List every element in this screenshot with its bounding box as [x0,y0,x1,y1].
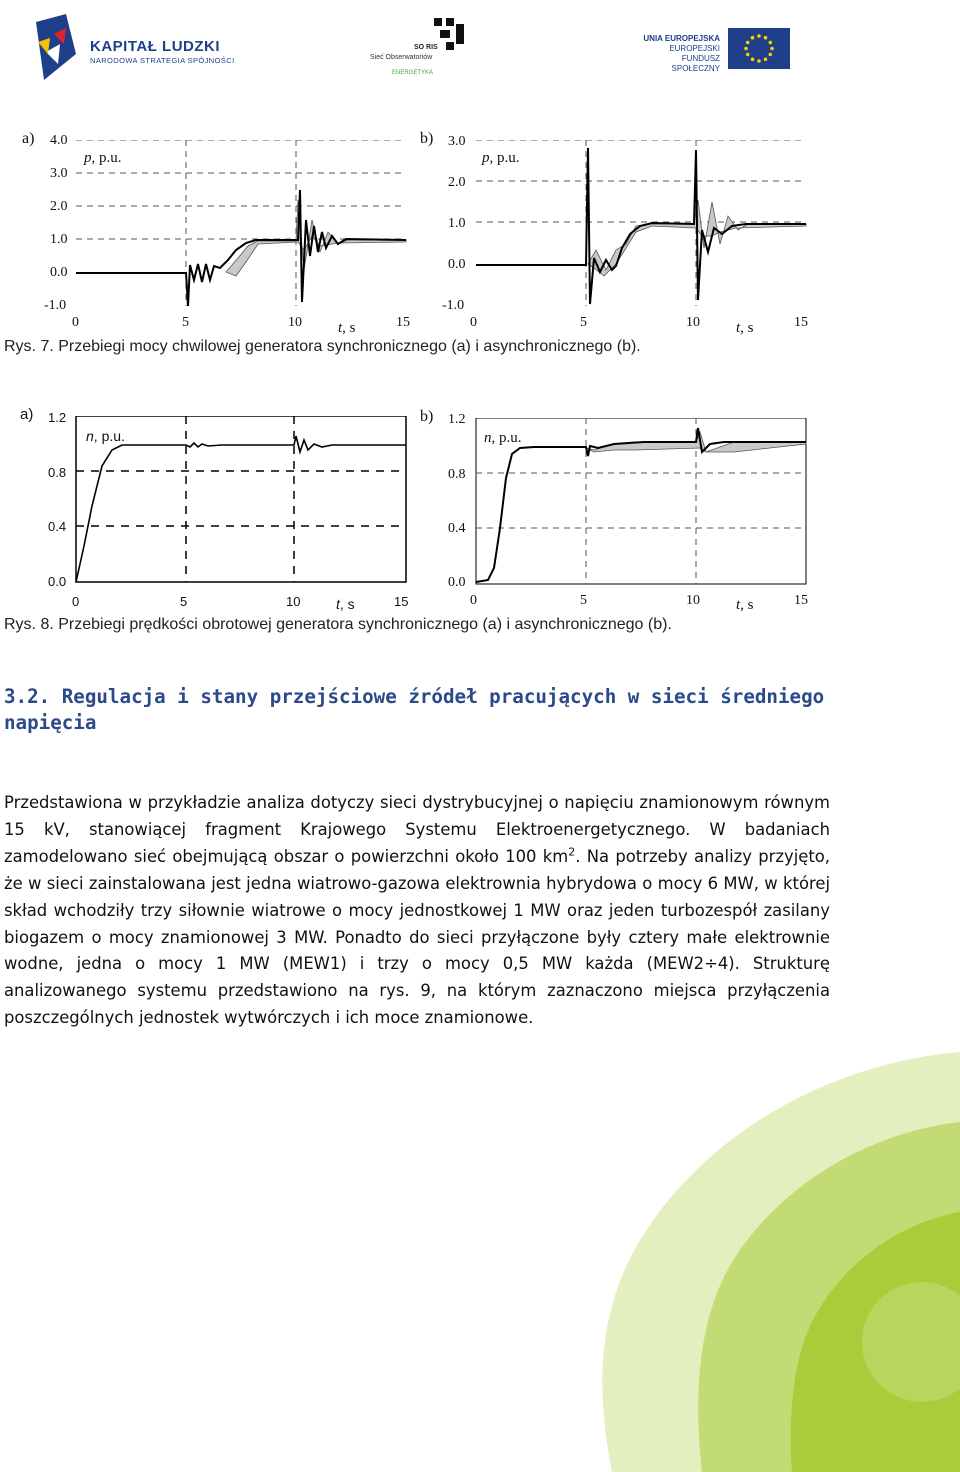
fig8-caption: Rys. 8. Przebiegi prędkości obrotowej generatora synchronicznego (a) i asynchronicznego (b). [4,616,672,633]
fig7a-xtick: 15 [396,315,410,330]
fig8b-ylabel: n, p.u. [484,430,522,446]
fig8b-xtick: 0 [470,593,477,608]
fig7a-ytick: 3.0 [50,166,68,181]
eu-flag-icon [728,28,790,69]
fig8a-panel-label: a) [20,406,34,423]
fig8a-series-line [76,436,406,582]
ue-line3: FUNDUSZ SPOŁECZNY [671,54,720,73]
fig7a-xtick: 10 [288,315,302,330]
fig7b-ytick: -1.0 [442,298,465,313]
superscript: 2 [568,845,576,859]
fig8b-xlabel: t, s [736,597,754,613]
fig8b-xtick: 15 [794,593,808,608]
fig8a-ylabel: n, p.u. [86,428,125,444]
fig8a-xtick: 10 [286,594,301,609]
fig8a-xlabel: t, s [336,596,355,612]
fig8b-ytick: 0.4 [448,521,466,536]
decorative-leaf-icon [592,1042,960,1472]
fig8a-ytick: 0.8 [48,465,67,480]
fig7a-ytick: 2.0 [50,199,68,214]
ue-line1: UNIA EUROPEJSKA [643,34,720,43]
fig8a-xtick: 0 [72,594,80,609]
fig8b-series-line [476,428,806,582]
fig7b-xlabel: t, s [736,320,754,336]
fig8a-ytick: 1.2 [48,410,67,425]
fig7a-ylabel: p, p.u. [84,150,122,166]
fig7b-ylabel: p, p.u. [482,150,520,166]
fig7a-xtick: 0 [72,315,79,330]
fig7b-xtick: 5 [580,315,587,330]
fig7a-ytick: 0.0 [50,265,68,280]
soris-subtitle: Sieć Obserwatoriów [370,54,433,61]
fig8b-ytick: 0.8 [448,467,466,482]
fig8a-plot [72,416,412,586]
fig7a-xtick: 5 [182,315,189,330]
fig7a-ytick: -1.0 [44,298,67,313]
fig7b-plot [476,140,808,310]
fig7a-panel-label: a) [22,130,35,147]
fig7b-panel-label: b) [420,130,434,147]
fig8b-xtick: 5 [580,593,587,608]
body-text-part2: . Na potrzeby analizy przyjęto, że w sieci zainstalowana jest jedna wiatrowo-gazowa elektrownia hybrydowa o mocy 6 MW, w której skład wchodziły trzy siłownie wiatrowe o mocy jednostkowej 1 MW oraz jeden turbozespół zasilany biogazem o mocy znamionowej 3 MW. Ponadto do sieci przyłączone były cztery małe elektrownie wodne, jedna o mocy 1 MW (MEW1) i trzy o mocy 0,5 MW każda (MEW2÷4). Strukturę analizowanego systemu przedstawiono na rys. 9, na którym zaznaczono miejsca przyłączenia poszczególnych jednostek wytwórczych i ich moce znamionowe. [4,846,830,1028]
ue-text [632,34,720,74]
kl-title: KAPITAŁ LUDZKI [90,38,221,55]
section-heading: 3.2. Regulacja i stany przejściowe źródeł pracujących w sieci średniego napięcia [4,685,825,734]
fig8a-frame [76,416,406,582]
fig7-caption: Rys. 7. Przebiegi mocy chwilowej generatora synchronicznego (a) i asynchronicznego (b). [4,338,641,355]
soris-title: SO RIS [414,44,438,51]
fig8b-plot [474,418,810,588]
fig8b-ytick: 1.2 [448,412,466,427]
fig8a-ytick: 0.0 [48,574,67,589]
fig8a-xtick: 5 [180,594,188,609]
fig8b-panel-label: b) [420,408,434,425]
ue-line2: EUROPEJSKI [669,44,720,53]
fig8a-ytick: 0.4 [48,519,67,534]
kl-subtitle: NARODOWA STRATEGIA SPÓJNOŚCI [90,56,235,65]
fig8b-ytick: 0.0 [448,575,466,590]
fig8b-xtick: 10 [686,593,700,608]
fig7b-ytick: 2.0 [448,175,466,190]
fig7a-ytick: 4.0 [50,133,68,148]
fig8a-xtick: 15 [394,594,409,609]
body-paragraph [4,790,830,1032]
fig7b-xtick: 0 [470,315,477,330]
kapital-ludzki-logo-icon [36,14,82,80]
fig7a-gridlines [76,140,406,306]
fig7b-ytick: 0.0 [448,257,466,272]
fig7b-xtick: 10 [686,315,700,330]
fig7b-ytick: 1.0 [448,216,466,231]
fig7a-xlabel: t, s [338,320,356,336]
soris-energetyka: ENERGETYKA [392,70,434,76]
fig7a-series-line [76,190,406,306]
fig7b-ytick: 3.0 [448,134,466,149]
fig7b-xtick: 15 [794,315,808,330]
fig7a-plot [76,140,408,308]
fig8a-gridlines [76,416,406,582]
body-text-part1: Przedstawiona w przykładzie analiza dotyczy sieci dystrybucyjnej o napięciu znamionowym równym 15 kV, stanowiącej fragment Krajowego Systemu Elektroenergetycznego. W badaniach zamodelowano sieć obejmującą obszar o powierzchni około 100 km [4,793,830,866]
fig7a-ytick: 1.0 [50,232,68,247]
